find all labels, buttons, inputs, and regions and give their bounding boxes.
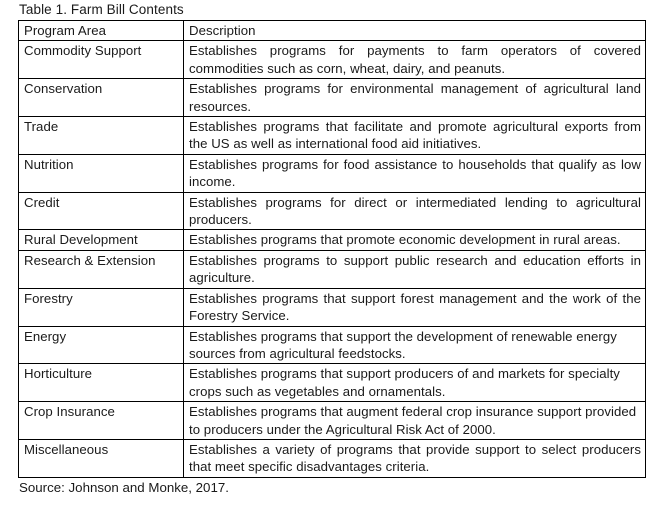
cell-description: Establishes programs that support producers of and markets for specialty crops such as vegetables and ornamentals. [184,364,646,402]
column-header-program-area: Program Area [19,21,184,41]
cell-program-area: Commodity Support [19,41,184,79]
table-row [19,41,646,79]
page-title: Table 1. Farm Bill Contents [19,2,184,17]
table-row [19,230,646,250]
cell-description: Establishes programs that support the development of renewable energy sources from agricultural feedstocks. [184,326,646,364]
source-note: Source: Johnson and Monke, 2017. [19,479,229,495]
cell-description: Establishes a variety of programs that provide support to select producers that meet specific disadvantages criteria. [184,439,646,477]
table-header [19,21,646,41]
cell-description: Establishes programs for food assistance to households that qualify as low income. [184,154,646,192]
column-header-description: Description [184,21,646,41]
cell-description: Establishes programs that facilitate and promote agricultural exports from the US as well as international food aid initiatives. [184,117,646,155]
table-row [19,192,646,230]
cell-program-area: Crop Insurance [19,402,184,440]
cell-program-area: Forestry [19,288,184,326]
cell-program-area: Conservation [19,79,184,117]
table-row [19,288,646,326]
table-row [19,79,646,117]
cell-description: Establishes programs for payments to farm operators of covered commodities such as corn, wheat, dairy, and peanuts. [184,41,646,79]
cell-description: Establishes programs that augment federal crop insurance support provided to producers under the Agricultural Risk Act of 2000. [184,402,646,440]
cell-program-area: Credit [19,192,184,230]
table-row [19,117,646,155]
cell-description: Establishes programs for direct or intermediated lending to agricultural producers. [184,192,646,230]
table-row [19,326,646,364]
table-row [19,154,646,192]
table-header-row [19,21,646,41]
table-row [19,402,646,440]
cell-program-area: Rural Development [19,230,184,250]
table-row [19,250,646,288]
cell-program-area: Nutrition [19,154,184,192]
cell-description: Establishes programs for environmental management of agricultural land resources. [184,79,646,117]
cell-program-area: Horticulture [19,364,184,402]
cell-program-area: Research & Extension [19,250,184,288]
cell-description: Establishes programs to support public research and education efforts in agriculture. [184,250,646,288]
cell-program-area: Energy [19,326,184,364]
cell-description: Establishes programs that support forest management and the work of the Forestry Service. [184,288,646,326]
cell-program-area: Miscellaneous [19,439,184,477]
table-row [19,364,646,402]
table-row [19,439,646,477]
farm-bill-table [18,20,646,478]
table-body [19,41,646,477]
cell-description: Establishes programs that promote economic development in rural areas. [184,230,646,250]
cell-program-area: Trade [19,117,184,155]
